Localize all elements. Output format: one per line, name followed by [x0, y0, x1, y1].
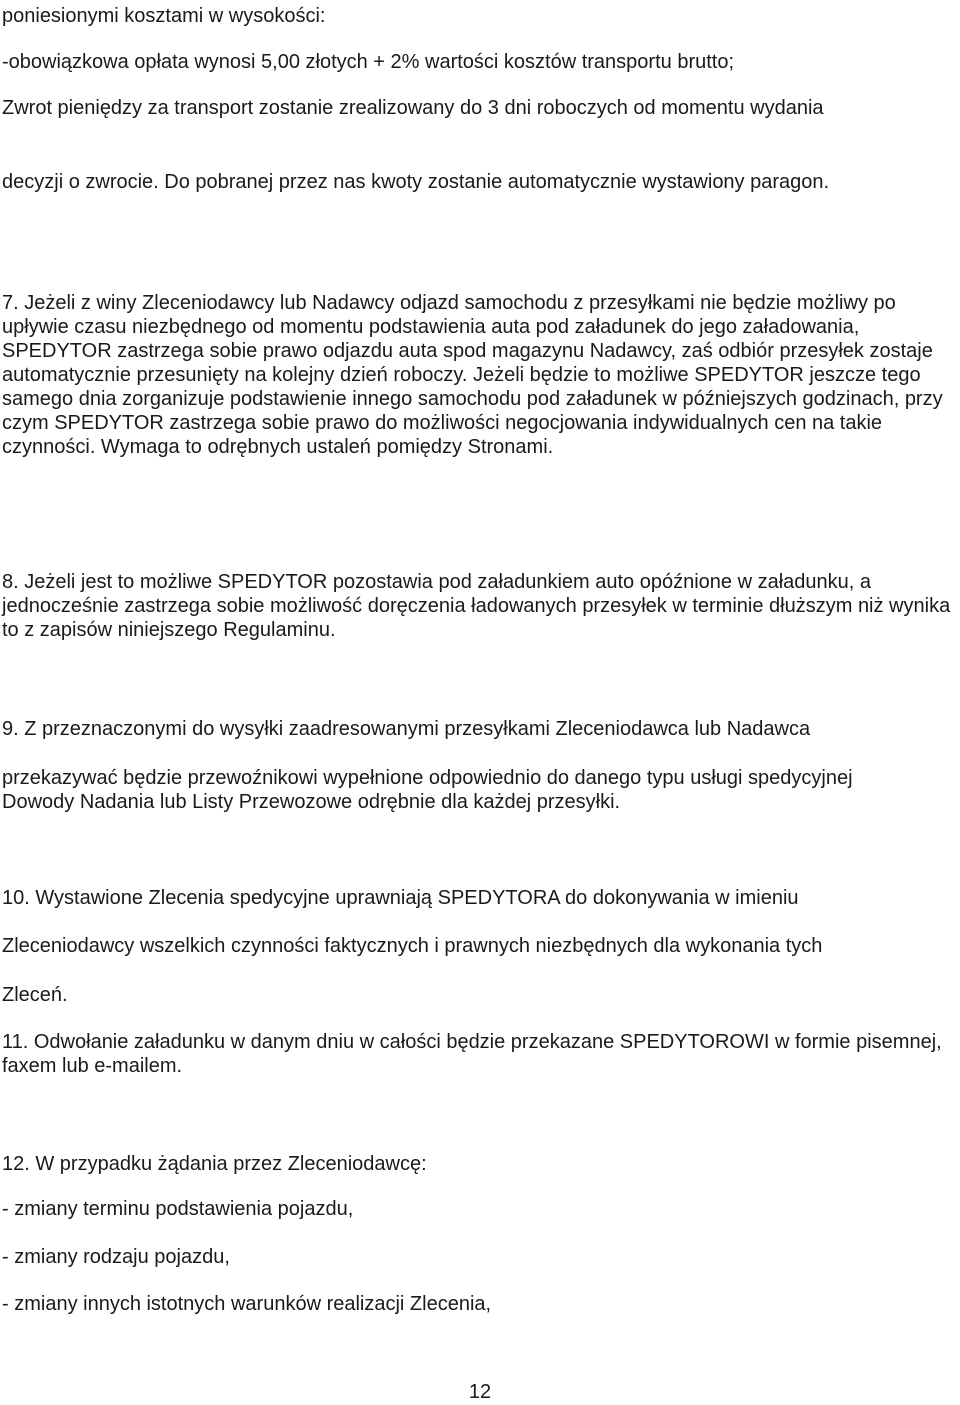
section-12-item: - zmiany rodzaju pojazdu, [2, 1246, 230, 1268]
fee-line: -obowiązkowa opłata wynosi 5,00 złotych + 2% wartości kosztów transportu brutto; [2, 51, 735, 73]
section-10-line-1: 10. Wystawione Zlecenia spedycyjne uprawniają SPEDYTORA do dokonywania w imieniu [2, 887, 799, 909]
refund-paragraph: Zwrot pieniędzy za transport zostanie zrealizowany do 3 dni roboczych od momentu wydania [2, 97, 824, 119]
page-number: 12 [468, 1381, 492, 1403]
section-11-paragraph: 11. Odwołanie załadunku w danym dniu w całości będzie przekazane SPEDYTOROWI w formie pisemnej, faxem lub e-mailem. [2, 1031, 942, 1077]
section-10-line-3: Zleceń. [2, 984, 68, 1006]
section-12-intro: 12. W przypadku żądania przez Zleceniodawcę: [2, 1153, 427, 1175]
section-12-item: - zmiany innych istotnych warunków realizacji Zlecenia, [2, 1293, 492, 1315]
receipt-paragraph: decyzji o zwrocie. Do pobranej przez nas kwoty zostanie automatycznie wystawiony paragon. [2, 171, 830, 193]
section-8-paragraph: 8. Jeżeli jest to możliwe SPEDYTOR pozostawia pod załadunkiem auto opóźnione w załadunku, a jednocześnie zastrzega sobie możliwość doręczenia ładowanych przesyłek w terminie dłuższym niż wynika to z zapisów niniejszego Regulaminu. [2, 571, 951, 641]
section-12-item: - zmiany terminu podstawienia pojazdu, [2, 1198, 354, 1220]
section-10-line-2: Zleceniodawcy wszelkich czynności faktycznych i prawnych niezbędnych dla wykonania tych [2, 935, 823, 957]
continuation-line-1: poniesionymi kosztami w wysokości: [2, 5, 326, 27]
section-9-paragraph: przekazywać będzie przewoźnikowi wypełnione odpowiednio do danego typu usługi spedycyjnej Dowody Nadania lub Listy Przewozowe odrębnie dla każdej przesyłki. [2, 767, 853, 813]
section-9-line-1: 9. Z przeznaczonymi do wysyłki zaadresowanymi przesyłkami Zleceniodawca lub Nadawca [2, 718, 811, 740]
section-7-paragraph: 7. Jeżeli z winy Zleceniodawcy lub Nadawcy odjazd samochodu z przesyłkami nie będzie możliwy po upływie czasu niezbędnego od momentu podstawienia auta pod załadunek do jego załadowania, SPEDYTOR zastrzega sobie prawo odjazdu auta spod magazynu Nadawcy, zaś odbiór przesyłek zostaje automatycznie przesunięty na kolejny dzień roboczy. Jeżeli będzie to możliwe SPEDYTOR jeszcze tego samego dnia zorganizuje podstawienie innego samochodu pod załadunek w późniejszych godzinach, przy czym SPEDYTOR zastrzega sobie prawo do możliwości negocjowania indywidualnych cen na takie czynności. Wymaga to odrębnych ustaleń pomiędzy Stronami. [2, 292, 943, 458]
